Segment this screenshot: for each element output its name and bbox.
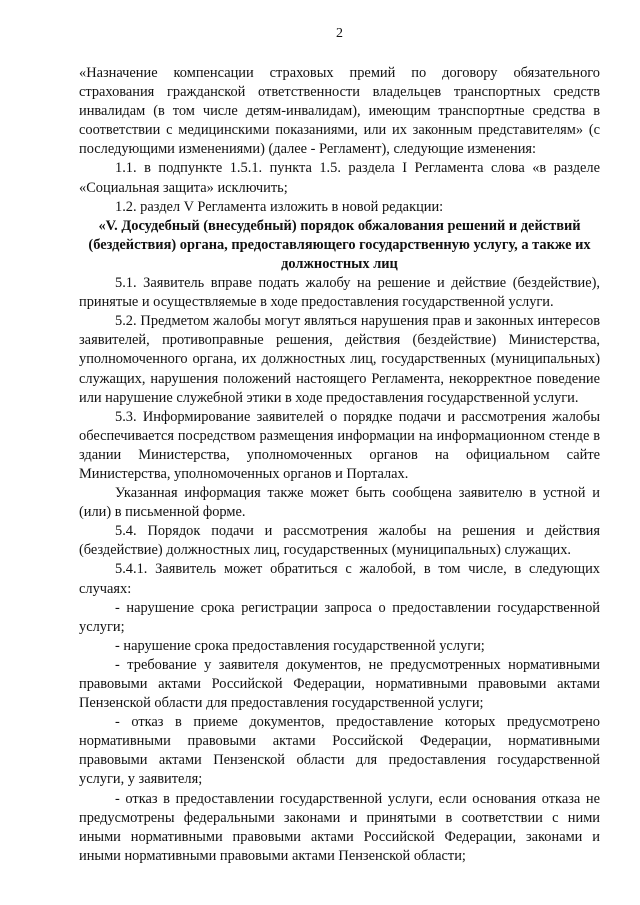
document-page <box>79 26 600 866</box>
paragraph-5-3: 5.3. Информирование заявителей о порядке подачи и рассмотрения жалобы обеспечивается посредством размещения информации на информационном стенде в здании Министерства, уполномоченных органов на официальном сайте Министерства, уполномоченных органов и Порталах. <box>79 408 600 482</box>
list-item-refusal-docs: - отказ в приеме документов, предоставление которых предусмотрено нормативными правовыми актами Российской Федерации, нормативными правовыми актами Пензенской области для предоставления государственной услуги, у заявителя; <box>79 714 600 788</box>
paragraph-5-4: 5.4. Порядок подачи и рассмотрения жалобы на решения и действия (бездействие) должностных лиц, государственных (муниципальных) служащих. <box>79 523 600 559</box>
paragraph-5-1: 5.1. Заявитель вправе подать жалобу на решение и действие (бездействие), принятые и осуществляемые в ходе предоставления государственной услуги. <box>79 275 600 311</box>
paragraph-5-2: 5.2. Предметом жалобы могут являться нарушения прав и законных интересов заявителей, противоправные решения, действия (бездействие) Министерства, уполномоченного органа, их должностных лиц, государственных (муниципальных) служащих, нарушения положений настоящего Регламента, некорректное поведение или нарушение служебной этики в ходе предоставления государственной услуги. <box>79 313 600 406</box>
paragraph-1-2: 1.2. раздел V Регламента изложить в новой редакции: <box>115 198 444 215</box>
page-number: 2 <box>336 26 343 41</box>
list-item-registration: - нарушение срока регистрации запроса о предоставлении государственной услуги; <box>79 599 600 635</box>
paragraph-5-4-1: 5.4.1. Заявитель может обратиться с жалобой, в том числе, в следующих случаях: <box>79 561 600 597</box>
list-item-refusal-service: - отказ в предоставлении государственной услуги, если основания отказа не предусмотрены федеральными законами и принятыми в соответствии с ними иными нормативными правовыми актами Российской Федерации, законами и иными нормативными правовыми актами Пензенской области; <box>79 790 600 864</box>
paragraph-info: Указанная информация также может быть сообщена заявителю в устной и (или) в письменной форме. <box>79 485 600 521</box>
document-body <box>79 64 600 866</box>
paragraph-intro: «Назначение компенсации страховых премий по договору обязательного страхования гражданской ответственности владельцев транспортных средств инвалидам (в том числе детям-инвалидам), имеющим транспортные средства в соответствии с медицинскими показаниями, или их законным представителям» (с последующими изменениями) (далее - Регламент), следующие изменения: <box>79 65 600 158</box>
section-heading: «V. Досудебный (внесудебный) порядок обжалования решений и действий (бездействия) органа, предоставляющего государственную услугу, а также их должностных лиц <box>88 217 591 272</box>
list-item-deadline: - нарушение срока предоставления государственной услуги; <box>115 637 485 654</box>
list-item-documents: - требование у заявителя документов, не предусмотренных нормативными правовыми актами Российской Федерации, нормативными правовыми актами Пензенской области для предоставления государственной услуги; <box>79 656 600 712</box>
paragraph-1-1: 1.1. в подпункте 1.5.1. пункта 1.5. раздела I Регламента слова «в разделе «Социальная защита» исключить; <box>79 160 600 196</box>
